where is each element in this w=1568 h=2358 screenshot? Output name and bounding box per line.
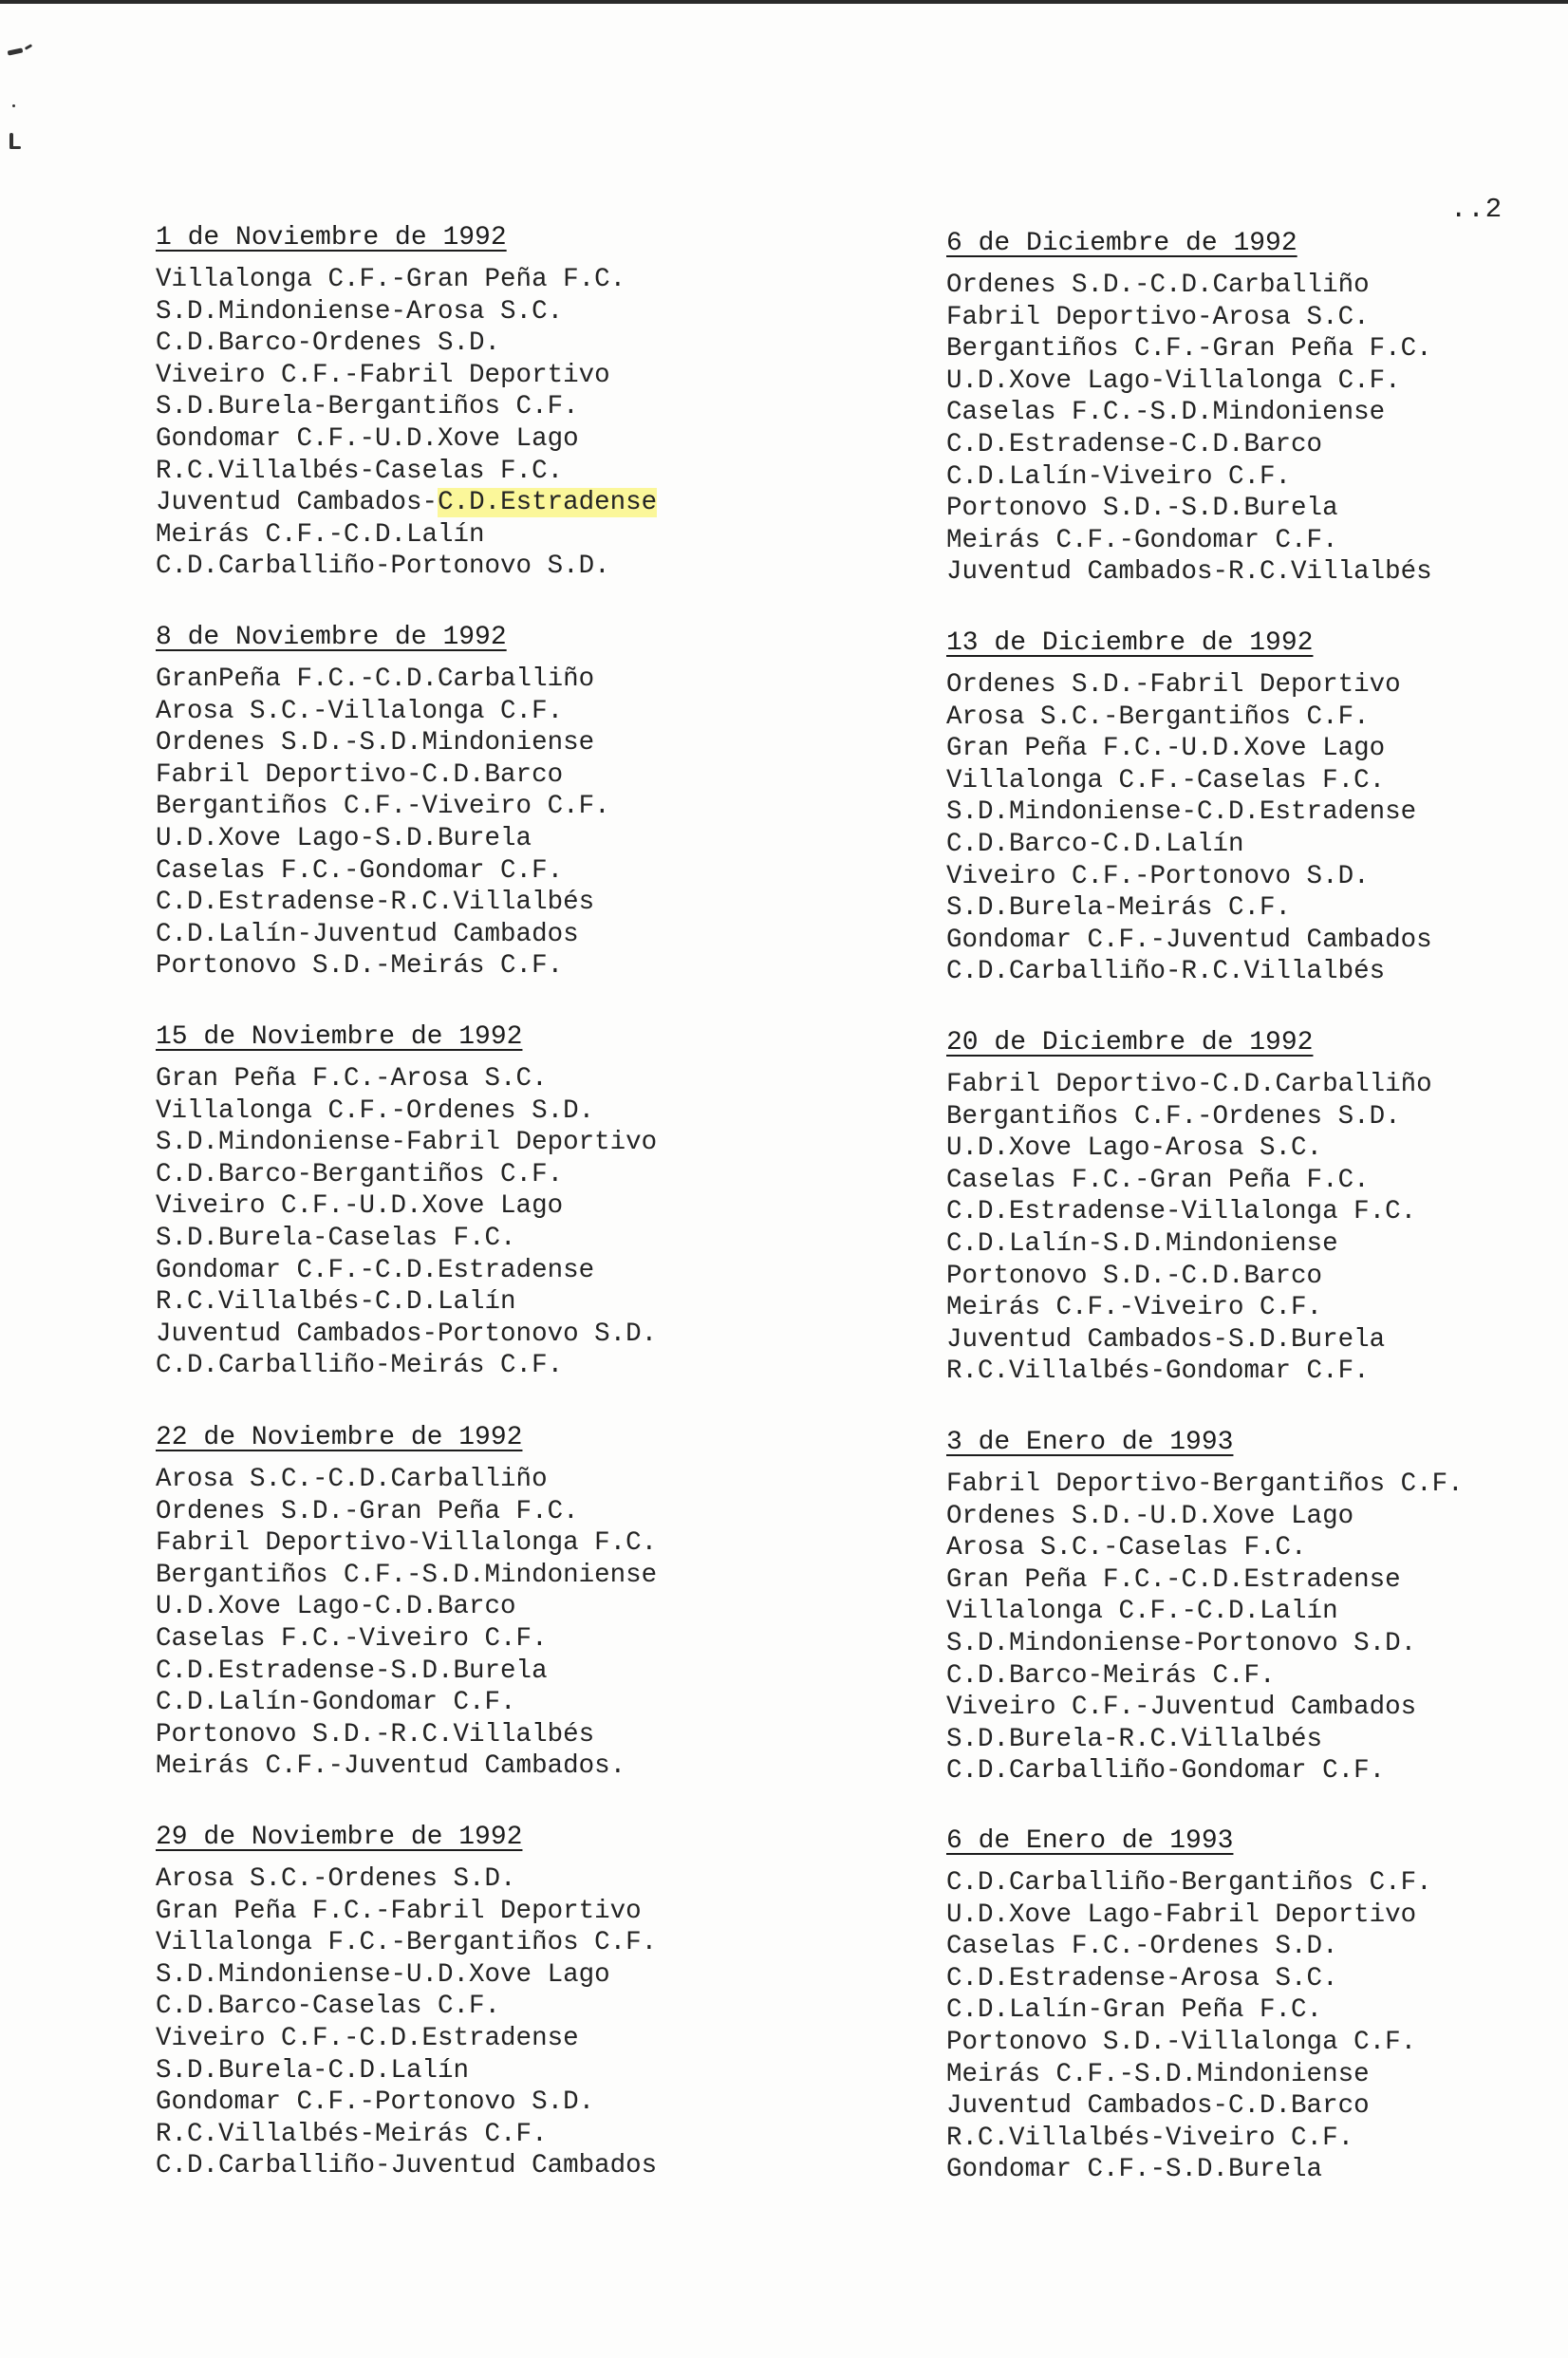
match-row: S.D.Burela-Bergantiños C.F. <box>156 392 579 422</box>
match-row: Viveiro C.F.-Juventud Cambados <box>946 1693 1417 1723</box>
round-date: 29 de Noviembre de 1992 <box>156 1823 523 1852</box>
match-row: R.C.Villalbés-Caselas F.C. <box>156 456 564 486</box>
round-block <box>156 1422 877 1783</box>
match-row: C.D.Barco-Caselas C.F. <box>156 1992 501 2022</box>
match-row: Meirás C.F.-Gondomar C.F. <box>946 525 1338 555</box>
match-row: C.D.Carballiño-Meirás C.F. <box>156 1351 564 1381</box>
round-date: 6 de Enero de 1993 <box>946 1826 1234 1856</box>
match-row: GranPeña F.C.-C.D.Carballiño <box>156 664 595 694</box>
match-row: Villalonga C.F.-C.D.Lalín <box>946 1597 1338 1627</box>
match-row: C.D.Barco-Meirás C.F. <box>946 1660 1276 1691</box>
match-row: Portonovo S.D.-Meirás C.F. <box>156 951 564 982</box>
round-block <box>156 1021 877 1382</box>
match-row: Gondomar C.F.-S.D.Burela <box>946 2155 1323 2185</box>
match-row: S.D.Burela-C.D.Lalín <box>156 2055 470 2086</box>
match-row: Bergantiños C.F.-S.D.Mindoniense <box>156 1560 658 1590</box>
match-row: S.D.Mindoniense-Fabril Deportivo <box>156 1128 658 1158</box>
match-row: Gran Peña F.C.-C.D.Estradense <box>946 1564 1401 1595</box>
match-row: Juventud Cambados-Portonovo S.D. <box>156 1319 658 1349</box>
match-row: C.D.Barco-Bergantiños C.F. <box>156 1159 564 1189</box>
round-block <box>156 1822 877 2182</box>
match-row: S.D.Burela-Caselas F.C. <box>156 1223 516 1253</box>
round-date: 13 de Diciembre de 1992 <box>946 628 1314 658</box>
match-row: C.D.Lalín-Gran Peña F.C. <box>946 1995 1323 2026</box>
round-block <box>946 627 1568 988</box>
match-row: C.D.Carballiño-R.C.Villalbés <box>946 957 1386 987</box>
match-row: Ordenes S.D.-S.D.Mindoniense <box>156 728 595 758</box>
match-row: C.D.Carballiño-Portonovo S.D. <box>156 552 610 582</box>
match-row: Gran Peña F.C.-U.D.Xove Lago <box>946 734 1386 764</box>
match-row: Portonovo S.D.-S.D.Burela <box>946 494 1338 524</box>
match-row: Meirás C.F.-Juventud Cambados. <box>156 1751 626 1782</box>
round-block <box>946 1427 1568 1787</box>
match-row: C.D.Estradense-S.D.Burela <box>156 1656 548 1686</box>
match-row: Gran Peña F.C.-Arosa S.C. <box>156 1064 548 1094</box>
match-row: C.D.Lalín-Juventud Cambados <box>156 919 579 949</box>
match-row: Caselas F.C.-Viveiro C.F. <box>156 1623 548 1654</box>
match-row: U.D.Xove Lago-Fabril Deportivo <box>946 1900 1417 1930</box>
match-row: S.D.Burela-R.C.Villalbés <box>946 1724 1323 1754</box>
match-row: Gondomar C.F.-Portonovo S.D. <box>156 2087 595 2118</box>
match-row: U.D.Xove Lago-S.D.Burela <box>156 823 532 853</box>
scan-mark <box>9 146 21 149</box>
match-row: Fabril Deportivo-Arosa S.C. <box>946 302 1370 332</box>
round-date: 22 de Noviembre de 1992 <box>156 1423 523 1452</box>
match-row: Viveiro C.F.-Fabril Deportivo <box>156 360 610 390</box>
round-block <box>156 222 877 583</box>
match-row: Fabril Deportivo-Villalonga F.C. <box>156 1528 658 1559</box>
match-list <box>156 264 877 583</box>
match-list <box>156 1863 877 2182</box>
match-row: Arosa S.C.-C.D.Carballiño <box>156 1465 548 1494</box>
round-date: 15 de Noviembre de 1992 <box>156 1022 523 1052</box>
match-row: S.D.Mindoniense-Portonovo S.D. <box>946 1628 1417 1658</box>
match-row: Fabril Deportivo-Bergantiños C.F. <box>946 1469 1464 1499</box>
match-list <box>156 1464 877 1783</box>
match-row: Portonovo S.D.-C.D.Barco <box>946 1261 1323 1291</box>
match-row: Viveiro C.F.-C.D.Estradense <box>156 2023 579 2053</box>
match-row: Ordenes S.D.-C.D.Carballiño <box>946 271 1370 300</box>
match-row: Bergantiños C.F.-Ordenes S.D. <box>946 1101 1401 1132</box>
match-list <box>156 664 877 982</box>
highlighted-team: C.D.Estradense <box>438 488 658 518</box>
match-row: Portonovo S.D.-R.C.Villalbés <box>156 1719 595 1750</box>
page-top-edge <box>0 0 1568 4</box>
match-row: C.D.Lalín-Gondomar C.F. <box>156 1688 516 1718</box>
match-row: C.D.Carballiño-Bergantiños C.F. <box>946 1868 1432 1898</box>
round-date: 8 de Noviembre de 1992 <box>156 623 507 652</box>
match-row: C.D.Lalín-Viveiro C.F. <box>946 461 1292 492</box>
match-row: R.C.Villalbés-C.D.Lalín <box>156 1287 516 1318</box>
match-row: S.D.Burela-Meirás C.F. <box>946 893 1292 924</box>
match-row-highlighted: Juventud Cambados-C.D.Estradense <box>156 488 658 518</box>
match-row: Viveiro C.F.-U.D.Xove Lago <box>156 1191 564 1222</box>
match-list <box>946 1469 1568 1787</box>
match-row: Arosa S.C.-Bergantiños C.F. <box>946 702 1370 732</box>
match-list <box>946 1867 1568 2186</box>
match-row: S.D.Mindoniense-C.D.Estradense <box>946 797 1417 828</box>
match-row: Villalonga C.F.-Caselas F.C. <box>946 765 1386 795</box>
match-row: Meirás C.F.-C.D.Lalín <box>156 519 485 550</box>
match-row: C.D.Lalín-S.D.Mindoniense <box>946 1228 1338 1259</box>
match-row: Fabril Deportivo-C.D.Barco <box>156 759 564 790</box>
match-row: U.D.Xove Lago-C.D.Barco <box>156 1592 516 1622</box>
match-row: Caselas F.C.-Gondomar C.F. <box>156 855 564 886</box>
match-row: Arosa S.C.-Villalonga C.F. <box>156 696 564 726</box>
match-row: C.D.Carballiño-Gondomar C.F. <box>946 1756 1386 1787</box>
match-row: Villalonga F.C.-Bergantiños C.F. <box>156 1928 658 1958</box>
round-block <box>156 622 877 982</box>
match-row: Viveiro C.F.-Portonovo S.D. <box>946 861 1370 891</box>
match-row: Gondomar C.F.-C.D.Estradense <box>156 1255 595 1285</box>
match-row: Caselas F.C.-S.D.Mindoniense <box>946 398 1386 428</box>
match-row: Meirás C.F.-Viveiro C.F. <box>946 1293 1323 1323</box>
match-row: Bergantiños C.F.-Viveiro C.F. <box>156 792 610 822</box>
match-row: Gran Peña F.C.-Fabril Deportivo <box>156 1896 642 1926</box>
match-list <box>946 270 1568 589</box>
match-row: S.D.Mindoniense-U.D.Xove Lago <box>156 1959 610 1990</box>
match-list <box>946 1069 1568 1388</box>
match-list <box>156 1063 877 1382</box>
round-date: 20 de Diciembre de 1992 <box>946 1028 1314 1057</box>
match-row: U.D.Xove Lago-Villalonga C.F. <box>946 365 1401 396</box>
round-block <box>946 228 1568 589</box>
match-row: Juventud Cambados-C.D.Barco <box>946 2091 1370 2122</box>
match-row: C.D.Estradense-C.D.Barco <box>946 429 1323 459</box>
round-date: 1 de Noviembre de 1992 <box>156 223 507 253</box>
scan-mark <box>25 44 32 50</box>
match-row: Caselas F.C.-Gran Peña F.C. <box>946 1165 1370 1195</box>
match-row: C.D.Barco-Ordenes S.D. <box>156 328 501 359</box>
scan-mark <box>8 47 24 55</box>
page-number: ..2 <box>1450 194 1503 225</box>
match-row: Caselas F.C.-Ordenes S.D. <box>946 1932 1338 1962</box>
match-row: Arosa S.C.-Ordenes S.D. <box>156 1864 516 1894</box>
scan-mark <box>12 104 15 107</box>
match-row: C.D.Barco-C.D.Lalín <box>946 829 1244 859</box>
match-list <box>946 669 1568 988</box>
round-date: 3 de Enero de 1993 <box>946 1428 1234 1457</box>
match-row: Portonovo S.D.-Villalonga C.F. <box>946 2027 1417 2057</box>
match-row: R.C.Villalbés-Meirás C.F. <box>156 2119 548 2149</box>
match-row: U.D.Xove Lago-Arosa S.C. <box>946 1133 1323 1164</box>
match-row: C.D.Estradense-R.C.Villalbés <box>156 888 595 918</box>
match-row: Meirás C.F.-S.D.Mindoniense <box>946 2059 1370 2089</box>
round-date: 6 de Diciembre de 1992 <box>946 229 1297 258</box>
match-row: R.C.Villalbés-Gondomar C.F. <box>946 1357 1370 1387</box>
match-row: Juventud Cambados-R.C.Villalbés <box>946 557 1432 588</box>
round-block <box>946 1825 1568 2186</box>
round-block <box>946 1027 1568 1388</box>
match-row: R.C.Villalbés-Viveiro C.F. <box>946 2123 1354 2153</box>
match-row: S.D.Mindoniense-Arosa S.C. <box>156 296 564 327</box>
match-row: Gondomar C.F.-Juventud Cambados <box>946 925 1432 955</box>
match-row: Villalonga C.F.-Gran Peña F.C. <box>156 265 626 294</box>
match-row: Ordenes S.D.-Fabril Deportivo <box>946 670 1401 700</box>
match-row: C.D.Estradense-Villalonga F.C. <box>946 1197 1417 1227</box>
match-row: C.D.Estradense-Arosa S.C. <box>946 1963 1338 1993</box>
match-row: Juventud Cambados-S.D.Burela <box>946 1324 1386 1355</box>
match-row: Fabril Deportivo-C.D.Carballiño <box>946 1070 1432 1099</box>
match-row: Gondomar C.F.-U.D.Xove Lago <box>156 423 579 454</box>
match-row: Bergantiños C.F.-Gran Peña F.C. <box>946 334 1432 365</box>
match-row: Arosa S.C.-Caselas F.C. <box>946 1533 1307 1563</box>
match-row: Ordenes S.D.-Gran Peña F.C. <box>156 1496 579 1526</box>
match-row: Ordenes S.D.-U.D.Xove Lago <box>946 1501 1354 1531</box>
match-row: Villalonga C.F.-Ordenes S.D. <box>156 1095 595 1126</box>
match-row: C.D.Carballiño-Juventud Cambados <box>156 2151 658 2181</box>
